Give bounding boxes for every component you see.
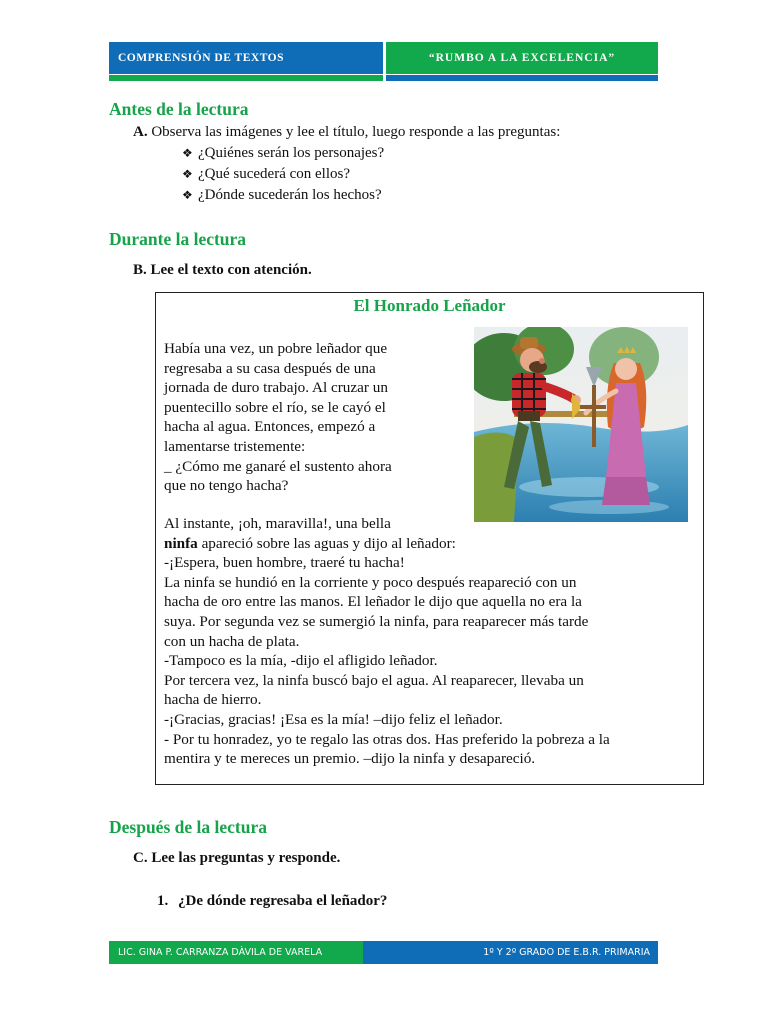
instruction-b-text: Lee el texto con atención. (150, 262, 312, 278)
story-line: hacha al agua. Entonces, empezó a (164, 418, 376, 436)
story-line (164, 534, 699, 554)
story-line: regresaba a su casa después de una (164, 359, 376, 377)
instruction-c-marker: C. (133, 850, 148, 866)
diamond-bullet-icon: ❖ (182, 188, 193, 202)
story-line: -Tampoco es la mía, -dijo el afligido leñador. (164, 652, 438, 670)
section-title-before: Antes de la lectura (109, 99, 249, 119)
instruction-b-marker: B. (133, 262, 147, 278)
footer-author-label: LIC. GINA P. CARRANZA DÀVILA DE VARELA (109, 941, 363, 964)
instruction-a-marker: A. (133, 124, 148, 140)
story-line: La ninfa se hundió en la corriente y poco después reapareció con un (164, 573, 577, 591)
story-line: hacha de hierro. (164, 691, 262, 709)
diamond-bullet-icon: ❖ (182, 167, 193, 181)
question-text: ¿De dónde regresaba el leñador? (178, 893, 388, 909)
story-line: Al instante, ¡oh, maravilla!, una bella (164, 515, 391, 532)
story-paragraph-2 (164, 514, 699, 769)
story-line: -¡Gracias, gracias! ¡Esa es la mía! –dijo feliz el leñador. (164, 710, 503, 728)
page-header (109, 42, 658, 82)
story-line: jornada de duro trabajo. Al cruzar un (164, 379, 388, 397)
story-line: con un hacha de plata. (164, 632, 300, 650)
header-accent-bar-right (386, 75, 658, 81)
story-paragraph-1 (164, 339, 392, 496)
instruction-a (133, 124, 560, 141)
story-line: hacha de oro entre las manos. El leñador le dijo que aquella no era la (164, 593, 582, 611)
diamond-bullet-icon: ❖ (182, 146, 193, 160)
story-line: _ ¿Cómo me ganaré el sustento ahora (164, 457, 392, 475)
bullet-text: ¿Dónde sucederán los hechos? (198, 187, 382, 203)
story-line: Había una vez, un pobre leñador que (164, 340, 388, 357)
story-line: - Por tu honradez, yo te regalo las otras dos. Has preferido la pobreza a la (164, 730, 610, 748)
bullet-text: ¿Quiénes serán los personajes? (198, 145, 385, 161)
story-title: El Honrado Leñador (353, 296, 506, 315)
section-title-during: Durante la lectura (109, 229, 247, 249)
instruction-c-text: Lee las preguntas y responde. (151, 850, 341, 866)
story-keyword-ninfa: ninfa (164, 534, 198, 552)
bullet-text: ¿Qué sucederá con ellos? (198, 166, 351, 182)
header-accent-bar-left (109, 75, 383, 81)
story-box (155, 292, 704, 785)
question-number: 1. (157, 893, 169, 909)
instruction-c (133, 850, 340, 867)
story-line-rest: apareció sobre las aguas y dijo al leñador: (197, 534, 456, 552)
story-line: puentecillo sobre el río, se le cayó el (164, 398, 386, 416)
woodcutter-nymph-illustration (474, 327, 688, 522)
story-line: -¡Espera, buen hombre, traeré tu hacha! (164, 554, 405, 572)
footer-grade-label: 1º Y 2º GRADO DE E.B.R. PRIMARIA (363, 941, 658, 964)
story-line: que no tengo hacha? (164, 477, 289, 495)
question-1 (157, 893, 387, 910)
bullet-item (182, 145, 384, 162)
bullet-item (182, 166, 350, 183)
bullet-item (182, 187, 382, 204)
story-line: Por tercera vez, la ninfa buscó bajo el agua. Al reaparecer, llevaba un (164, 671, 584, 689)
instruction-a-text: Observa las imágenes y lee el título, luego responde a las preguntas: (151, 124, 561, 140)
instruction-b (133, 262, 312, 279)
section-title-after: Después de la lectura (109, 817, 267, 837)
story-line: mentira y te mereces un premio. –dijo la ninfa y desapareció. (164, 750, 536, 768)
story-line: suya. Por segunda vez se sumergió la ninfa, para reaparecer más tarde (164, 612, 589, 630)
header-subject-label: COMPRENSIÓN DE TEXTOS (109, 42, 383, 74)
story-line: lamentarse tristemente: (164, 437, 306, 455)
header-motto-label: “RUMBO A LA EXCELENCIA” (386, 42, 658, 74)
page-footer (109, 941, 658, 964)
